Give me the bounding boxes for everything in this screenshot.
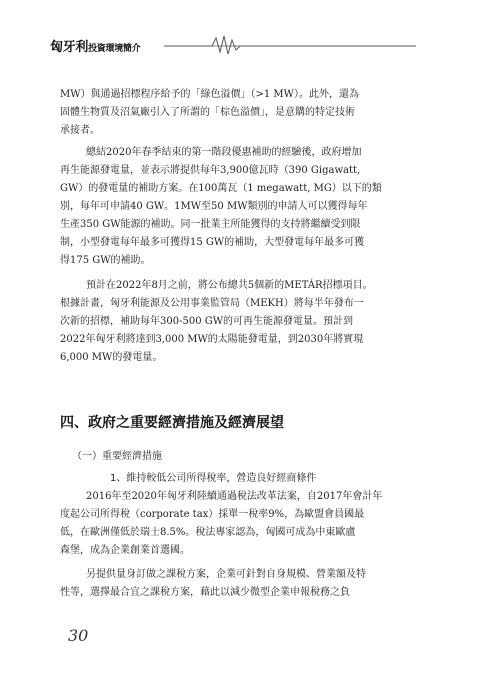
text-line: 另提供量身訂做之課稅方案，企業可針對自身規模、營業額及特 bbox=[86, 569, 366, 580]
text-line: MW）與通過招標程序給予的「綠色溢價」（>1 MW）。此外，還為 bbox=[60, 89, 359, 100]
text-line: 固體生物質及沼氣廠引入了所謂的「棕色溢價」，是意購的特定技術 bbox=[60, 107, 355, 118]
text-line: 制，小型發電每年最多可獲得15 GW的補助，大型發電每年最多可獲 bbox=[60, 237, 365, 248]
paragraph-4 bbox=[60, 488, 420, 560]
text-line: 性等，選擇最合宜之課稅方案，藉此以減少微型企業申報稅務之負 bbox=[60, 587, 350, 598]
text-line: 度起公司所得稅（corporate tax）採單一稅率9%，為歐盟會員國最 bbox=[60, 509, 365, 520]
subheading-1: （一）重要經濟措施 bbox=[72, 451, 162, 462]
text-line: 承接者。 bbox=[60, 125, 100, 136]
page-number: 30 bbox=[68, 626, 89, 645]
text-line: 次新的招標，補助每年300-500 GW的可再生能源發電量。預計到 bbox=[60, 316, 353, 327]
text-line: 得175 GW的補助。 bbox=[60, 255, 151, 266]
paragraph-2 bbox=[60, 144, 420, 270]
text-line: 總結2020年春季結束的第一階段優惠補助的經驗後，政府增加 bbox=[86, 147, 362, 158]
text-line: GW）的發電量的補助方案。在100萬瓦（1 megawatt, MG）以下的類 bbox=[60, 183, 382, 194]
text-line: 別，每年可申請40 GW。1MW至50 MW類別的申請人可以獲得每年 bbox=[60, 201, 368, 212]
header-title-main: 匈牙利 bbox=[50, 40, 89, 55]
text-line: 2022年匈牙利將達到3,000 MW的太陽能發電量，到2030年將實現 bbox=[60, 334, 364, 345]
text-line: 低，在歐洲僅低於瑞士8.5%。稅法專家認為，匈國可成為中東歐盧 bbox=[60, 527, 356, 538]
header-title-sub: 投資環境簡介 bbox=[88, 44, 141, 54]
paragraph-1 bbox=[60, 86, 420, 140]
paragraph-3 bbox=[60, 277, 420, 367]
subheading-2: 1、維持較低公司所得稅率，營造良好經商條件 bbox=[110, 473, 317, 484]
text-line: 根據計畫，匈牙利能源及公用事業監管局（MEKH）將每半年發布一 bbox=[60, 298, 364, 309]
text-line: 森堡，成為企業創業首選國。 bbox=[60, 545, 190, 556]
text-line: 再生能源發電量，並表示將提供每年3,900億瓦時（390 Gigawatt, bbox=[60, 165, 361, 176]
text-line: 6,000 MW的發電量。 bbox=[60, 352, 163, 363]
text-line: 2016年至2020年匈牙利陸續通過稅法改革法案，自2017年會計年 bbox=[86, 491, 383, 502]
running-header bbox=[46, 32, 436, 56]
header-title bbox=[50, 36, 140, 55]
section-heading: 四、政府之重要經濟措施及經濟展望 bbox=[60, 415, 284, 431]
text-line: 預計在2022年8月之前，將公布總共5個新的METÁR招標項目。 bbox=[86, 280, 373, 291]
text-line: 生產350 GW能源的補助。同一批業主所能獲得的支持將繼續受到限 bbox=[60, 219, 361, 230]
paragraph-5 bbox=[60, 566, 420, 602]
